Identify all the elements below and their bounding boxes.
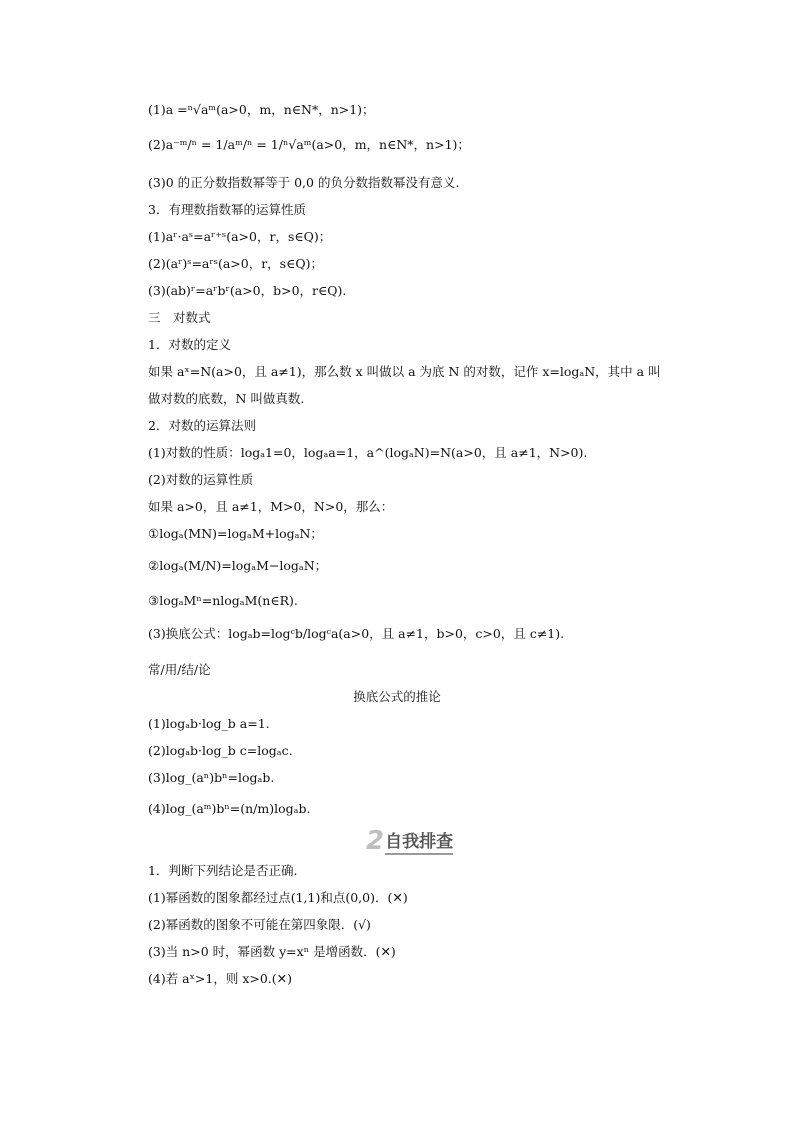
common-conclusions-label: 常/用/结/论: [148, 662, 211, 677]
formula-exp-rule-3: (3)(ab)ʳ=aʳbʳ(a>0，b>0，r∈Q).: [148, 283, 347, 298]
formula-line-1: (1)a =ⁿ√aᵐ(a>0，m，n∈N*，n>1)；: [148, 102, 375, 117]
heading-log-rules: 2．对数的运算法则: [148, 418, 256, 433]
formula-change-of-base: (3)换底公式：logₐb=logᶜb/logᶜa(a>0，且 a≠1，b>0，c>0，且 c≠1).: [148, 626, 565, 641]
corollary-1: (1)logₐb·log_b a=1.: [148, 716, 270, 731]
formula-log-power: ③logₐMⁿ=nlogₐM(n∈R).: [148, 593, 298, 608]
corollary-2: (2)logₐb·log_b c=logₐc.: [148, 743, 293, 758]
text-line-zero-exponent: (3)0 的正分数指数幂等于 0,0 的负分数指数幂没有意义.: [148, 175, 460, 190]
formula-exp-rule-2: (2)(aʳ)ˢ=aʳˢ(a>0，r，s∈Q)；: [148, 256, 323, 271]
paragraph-log-definition: 如果 aˣ=N(a>0，且 a≠1)，那么数 x 叫做以 a 为底 N 的对数，记作 x=logₐN，其中 a 叫: [148, 364, 661, 379]
formula-line-2: (2)a⁻ᵐ/ⁿ = 1/aᵐ/ⁿ = 1/ⁿ√aᵐ(a>0，m，n∈N*，n>1)；: [148, 137, 470, 152]
heading-log-operation: (2)对数的运算性质: [148, 472, 254, 487]
corollary-3: (3)log_(aⁿ)bⁿ=logₐb.: [148, 770, 275, 785]
formula-log-properties: (1)对数的性质：logₐ1=0，logₐa=1，a^(logₐN)=N(a>0，且 a≠1，N>0).: [148, 445, 588, 460]
exercise-item-1: (1)幂函数的图象都经过点(1,1)和点(0,0)．(✕): [148, 890, 408, 905]
formula-log-quotient: ②logₐ(M/N)=logₐM−logₐN；: [148, 558, 328, 573]
subheading-change-base-corollary: 换底公式的推论: [353, 689, 441, 704]
exercise-item-3: (3)当 n>0 时，幂函数 y=xⁿ 是增函数．(✕): [148, 944, 396, 959]
formula-log-product: ①logₐ(MN)=logₐM+logₐN；: [148, 526, 323, 541]
heading-rational-exponent: 3．有理数指数幂的运算性质: [148, 202, 306, 217]
paragraph-log-definition-cont: 做对数的底数，N 叫做真数.: [148, 391, 305, 406]
exercise-item-4: (4)若 aˣ>1，则 x>0.(✕): [148, 971, 293, 986]
section-2-number: 2: [366, 826, 384, 856]
formula-exp-rule-1: (1)aʳ·aˢ=aʳ⁺ˢ(a>0，r，s∈Q)；: [148, 229, 332, 244]
heading-log-definition: 1．对数的定义: [148, 337, 231, 352]
section-heading-logarithm: 三 对数式: [148, 310, 211, 325]
section-2-title: 自我排查: [385, 827, 453, 855]
exercise-prompt: 1．判断下列结论是否正确.: [148, 863, 298, 878]
text-log-conditions: 如果 a>0，且 a≠1，M>0，N>0，那么：: [148, 499, 394, 514]
exercise-item-2: (2)幂函数的图象不可能在第四象限．(√): [148, 917, 371, 932]
corollary-4: (4)log_(aᵐ)bⁿ=(n/m)logₐb.: [148, 801, 311, 816]
section-2-heading: [366, 826, 453, 856]
